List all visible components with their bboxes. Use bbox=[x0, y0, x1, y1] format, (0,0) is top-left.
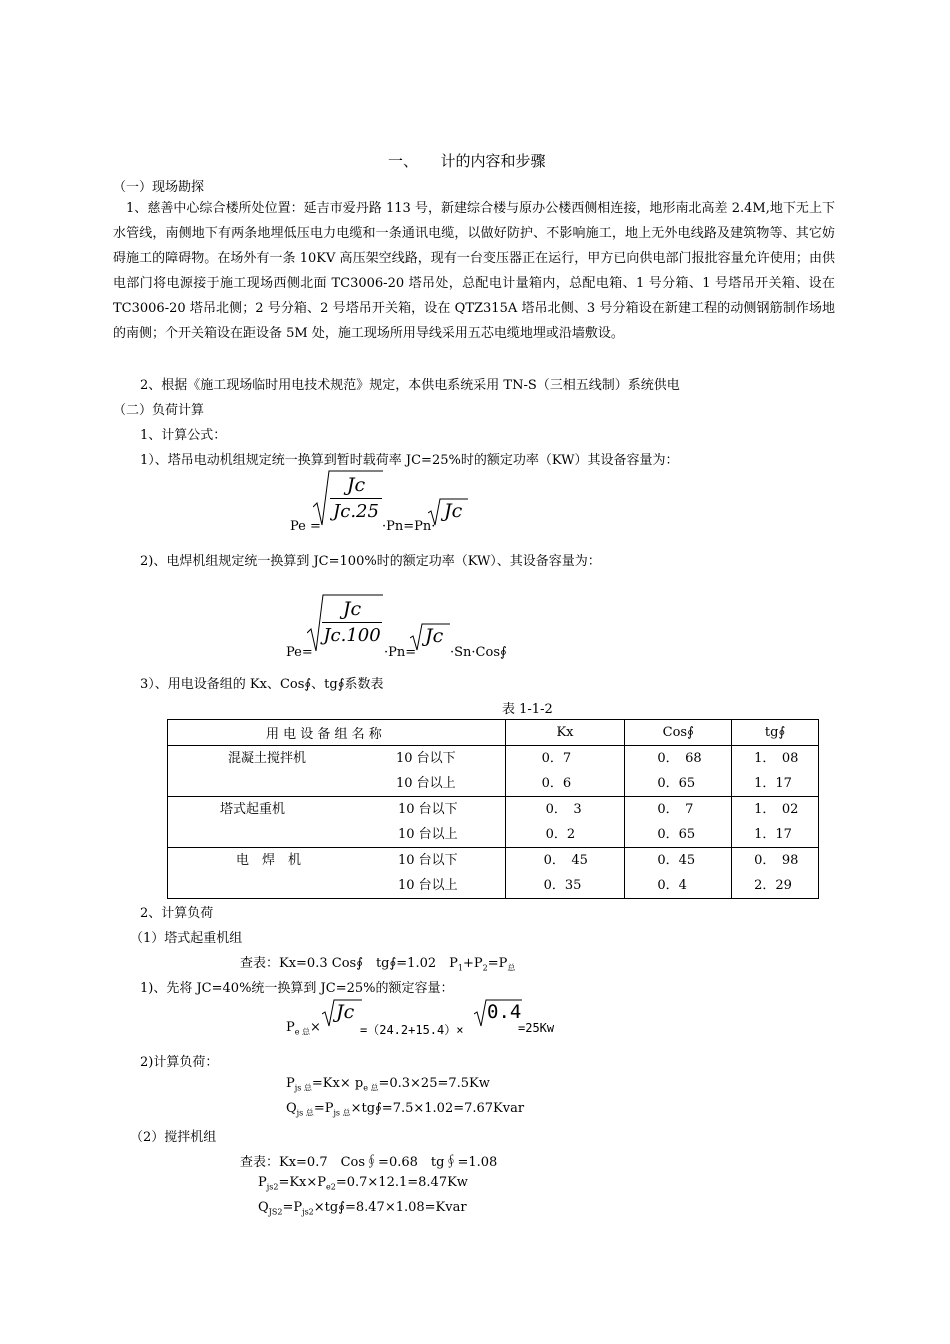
formula1-numerator: Jc bbox=[346, 474, 366, 496]
group-name: 电 焊 机 bbox=[236, 853, 302, 868]
tg-cell bbox=[732, 797, 819, 848]
calc-heading: 2、计算负荷 bbox=[140, 906, 214, 921]
tg-value: 1． 08 bbox=[754, 751, 799, 766]
pe-radicand: Jc bbox=[336, 1001, 355, 1023]
section-heading-load: （二）负荷计算 bbox=[113, 403, 205, 418]
kx-cell bbox=[505, 746, 625, 797]
cos-value: 0．65 bbox=[657, 776, 696, 791]
formula2-tail: ·Sn·Cos∮ bbox=[450, 645, 507, 660]
header-group-name: 用 电 设 备 组 名 称 bbox=[168, 720, 506, 746]
cos-cell bbox=[625, 848, 732, 899]
section-heading-survey: （一）现场勘探 bbox=[113, 180, 205, 195]
count-cell: 10 台以下 bbox=[396, 751, 456, 766]
mixer-lookup: 查表：Kx=0.7 Cos∮=0.68 tg∮=1.08 bbox=[240, 1155, 498, 1170]
cos-value: 0． 7 bbox=[657, 802, 694, 817]
table-header-row bbox=[168, 720, 819, 746]
kx-value: 0． 45 bbox=[543, 853, 588, 868]
tg-cell bbox=[732, 746, 819, 797]
qjs-total: $Q_{js 总}=P_{js 总}\times tg∮=7.5\times 1.02=7.67Kvar$ bbox=[286, 1101, 525, 1118]
kx-cell bbox=[505, 848, 625, 899]
cos-value: 0．45 bbox=[657, 853, 696, 868]
count-cell: 10 台以下 bbox=[398, 802, 458, 817]
pjs-total: $P_{js 总}=Kx\times p_{e 总}=0.3\times 25=7.5Kw$ bbox=[286, 1076, 490, 1093]
formula2-radicand: Jc bbox=[425, 625, 444, 647]
formula2-numerator: Jc bbox=[342, 598, 362, 620]
header-cos: Cos∮ bbox=[625, 720, 732, 746]
table-caption: 表 1-1-2 bbox=[502, 702, 553, 717]
group-cell bbox=[168, 797, 506, 848]
kx-value: 0． 3 bbox=[545, 802, 582, 817]
cos-cell bbox=[625, 746, 732, 797]
header-tg: tg∮ bbox=[732, 720, 819, 746]
pe-radicand2: 0.4 bbox=[487, 1001, 522, 1023]
group-name: 塔式起重机 bbox=[220, 802, 286, 817]
formula1-lhs: Pe = bbox=[290, 519, 321, 534]
formula2-denominator: Jc.100 bbox=[323, 625, 381, 646]
formula1-radicand: Jc bbox=[444, 500, 463, 522]
formula1-denominator: Jc.25 bbox=[333, 501, 379, 522]
tower-step2: 2)计算负荷： bbox=[140, 1055, 219, 1070]
formula2-description: 2)、电焊机组规定统一换算到 JC=100%时的额定功率（KW）、其设备容量为： bbox=[140, 554, 601, 569]
table-row bbox=[168, 797, 819, 848]
tg-value: 1．17 bbox=[754, 827, 792, 842]
table-row bbox=[168, 848, 819, 899]
survey-paragraph: 1、慈善中心综合楼所处位置：延吉市爱丹路 113 号，新建综合楼与原办公楼西侧相连接，地形南北高差 2.4M,地下无上下水管线，南侧地下有两条地埋低压电力电缆和一条通讯电缆，以做好防护、不影响施工，地上无外电线路及建筑物等、其它妨碍施工的障碍物。在场外有一条 10KV 高压架空线路，现有一台变压器正在运行，甲方已向供电部门报批容量允许使用；由供电部门将电源接于施工现场西侧北面 TC3006-20 塔吊处，总配电计量箱内，总配电箱、1 号分箱、1 号塔吊开关箱、设在 TC3006-20 塔吊北侧；2 号分箱、2 号塔吊开关箱，设在 QTZ315A 塔吊北侧、3 号分箱设在新建工程的动侧钢筋制作场地的南侧；个开关箱设在距设备 5M 处，施工现场所用导线采用五芯电缆地埋或沿墙敷设。 bbox=[113, 201, 835, 341]
count-cell: 10 台以上 bbox=[398, 878, 458, 893]
mixer-heading: （2）搅拌机组 bbox=[130, 1130, 217, 1145]
tower-crane-heading: （1）塔式起重机组 bbox=[130, 931, 243, 946]
coefficient-table bbox=[167, 719, 819, 899]
kx-value: 0．7 bbox=[541, 751, 572, 766]
formula1-middle: ·Pn=Pn· bbox=[382, 519, 436, 534]
cos-value: 0． 68 bbox=[657, 751, 702, 766]
formula1-fraction bbox=[330, 474, 382, 522]
count-cell: 10 台以上 bbox=[396, 776, 456, 791]
table-intro: 3）、用电设备组的 Kx、Cos∮、tg∮系数表 bbox=[140, 677, 384, 692]
tg-value: 0． 98 bbox=[754, 853, 799, 868]
power-system-paragraph: 2、根据《施工现场临时用电技术规范》规定，本供电系统采用 TN-S（三相五线制）系统供电 bbox=[140, 378, 680, 393]
cos-value: 0．65 bbox=[657, 827, 696, 842]
formula-title: 1、计算公式： bbox=[140, 428, 227, 443]
formula2-lhs: Pe= bbox=[286, 645, 313, 660]
cos-value: 0．4 bbox=[657, 878, 687, 893]
pe-tail: =25Kw bbox=[518, 1021, 555, 1035]
kx-value: 0．6 bbox=[541, 776, 572, 791]
tower-lookup: 查表：Kx=0.3 Cos∮ tg∮=1.02 $P_1+P_2=P_总$ bbox=[240, 956, 516, 973]
pe-lhs: $P_{e 总}\times$ bbox=[286, 1020, 321, 1037]
group-name: 混凝土搅拌机 bbox=[228, 751, 307, 766]
pe-middle: =（24.2+15.4）× bbox=[360, 1023, 464, 1037]
tg-value: 1．17 bbox=[754, 776, 792, 791]
kx-value: 0．35 bbox=[543, 878, 582, 893]
group-cell bbox=[168, 746, 506, 797]
table-row bbox=[168, 746, 819, 797]
qjs2: $Q_{JS2}=P_{js2}\times tg∮=8.47\times 1.08=Kvar$ bbox=[258, 1200, 467, 1217]
count-cell: 10 台以上 bbox=[398, 827, 458, 842]
kx-value: 0．2 bbox=[545, 827, 576, 842]
group-cell bbox=[168, 848, 506, 899]
formula1-description: 1）、塔吊电动机组规定统一换算到暂时载荷率 JC=25%时的额定功率（KW）其设备容量为： bbox=[140, 453, 679, 468]
tg-value: 2．29 bbox=[754, 878, 792, 893]
count-cell: 10 台以下 bbox=[398, 853, 458, 868]
tg-cell bbox=[732, 848, 819, 899]
kx-cell bbox=[505, 797, 625, 848]
formula2-middle: ·Pn= bbox=[384, 645, 417, 660]
page-title: 一、 计的内容和步骤 bbox=[388, 152, 546, 170]
tg-value: 1． 02 bbox=[754, 802, 799, 817]
tower-step1: 1)、先将 JC=40%统一换算到 JC=25%的额定容量： bbox=[140, 981, 454, 996]
pjs2: $P_{js2}=Kx\times P_{e2}=0.7\times 12.1=8.47Kw$ bbox=[258, 1175, 468, 1192]
header-kx: Kx bbox=[505, 720, 625, 746]
cos-cell bbox=[625, 797, 732, 848]
formula2-fraction bbox=[322, 598, 382, 646]
